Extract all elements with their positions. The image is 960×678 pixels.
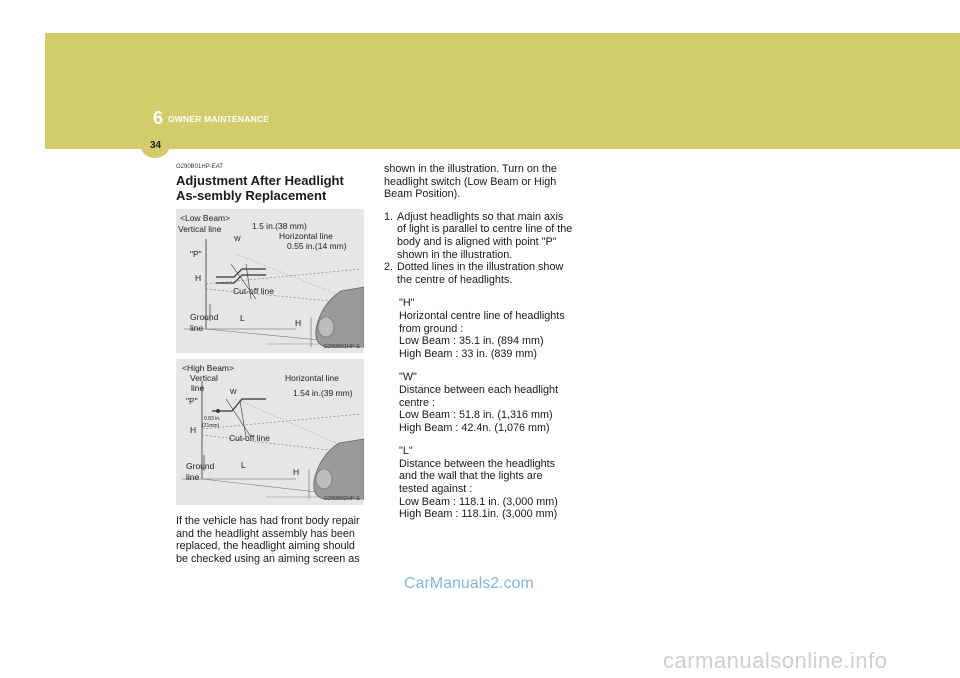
definition-desc: Distance between the headlights and the wall that the lights are tested against : <box>399 457 556 496</box>
page-number: 34 <box>150 140 162 151</box>
definition-high: High Beam : 42.4n. (1,076 mm) <box>399 421 550 434</box>
list-item <box>384 211 574 261</box>
dim-right-label: 0.55 in.(14 mm) <box>287 241 347 251</box>
dim-small-1: 0.83 in. <box>204 416 221 422</box>
h-left-label: H <box>195 273 202 283</box>
vertical-label-2: line <box>191 383 205 393</box>
list-text: Adjust headlights so that main axis of light is parallel to centre line of the body and is aligned with point "P" shown in the illustration. <box>397 210 573 261</box>
figure-code: G290B02HP-E <box>323 496 360 502</box>
high-beam-figure <box>176 359 364 505</box>
section-code: G290B01HP-EAT <box>176 164 223 170</box>
definition-low: Low Beam : 35.1 in. (894 mm) <box>399 335 544 348</box>
chapter-number: 6 <box>153 108 164 128</box>
cutoff-label: Cut-off line <box>229 433 270 443</box>
low-beam-figure <box>176 209 364 353</box>
footer-watermark: carmanualsonline.info <box>663 648 888 673</box>
list-number: 2. <box>384 261 394 274</box>
right-column <box>384 163 574 521</box>
dim-right-label: 1.54 in.(39 mm) <box>293 388 353 398</box>
definition-high: High Beam : 118.1in. (3,000 mm) <box>399 508 558 521</box>
w-label: W <box>234 236 241 243</box>
l-label: L <box>240 313 245 323</box>
list-item <box>384 261 574 286</box>
ground-label-2: line <box>190 323 204 333</box>
left-body-text: If the vehicle has had front body repair and the headlight assembly has been replaced, the headlight aiming should be checked using an aiming screen as <box>176 515 360 565</box>
dim-small-2: (21mm) <box>202 423 220 429</box>
l-label: L <box>241 460 246 470</box>
definition-key: "L" <box>399 445 413 458</box>
p-label: "P" <box>190 249 202 259</box>
definition-desc: Distance between each headlight centre : <box>399 383 559 409</box>
definition-key: "H" <box>399 297 415 310</box>
header-band <box>45 33 960 149</box>
intro-text: shown in the illustration. Turn on the headlight switch (Low Beam or High Beam Position). <box>384 163 557 201</box>
h-right-label: H <box>293 467 300 477</box>
definition-high: High Beam : 33 in. (839 mm) <box>399 347 538 360</box>
cutoff-label: Cut-off line <box>233 286 274 296</box>
section-title: Adjustment After Headlight As-sembly Replacement <box>176 173 344 203</box>
vertical-line-label: Vertical line <box>178 224 222 234</box>
ground-label-1: Ground <box>190 312 219 322</box>
ground-label-1: Ground <box>186 461 215 471</box>
dim-top-label: 1.5 in.(38 mm) <box>252 221 307 231</box>
horizontal-line-label: Horizontal line <box>279 231 333 241</box>
definition-w <box>399 371 574 434</box>
definition-low: Low Beam : 118.1 in. (3,000 mm) <box>399 495 558 508</box>
h-left-label: H <box>190 425 197 435</box>
h-right-label: H <box>295 318 302 328</box>
left-column <box>176 164 366 576</box>
high-beam-heading: <High Beam> <box>182 363 234 373</box>
definition-h <box>399 297 574 360</box>
list-number: 1. <box>384 210 394 223</box>
vertical-label-1: Vertical <box>190 373 218 383</box>
w-label: W <box>230 389 237 396</box>
definition-desc: Horizontal centre line of headlights from ground : <box>399 309 565 335</box>
horizontal-line-label: Horizontal line <box>285 373 339 383</box>
figure-code: G290B01HP-E <box>323 344 360 350</box>
low-beam-heading: <Low Beam> <box>180 213 231 223</box>
list-text: Dotted lines in the illustration show the centre of headlights. <box>397 261 564 286</box>
definition-key: "W" <box>399 371 417 384</box>
ground-label-2: line <box>186 472 200 482</box>
definition-l <box>399 445 574 521</box>
p-label: "P" <box>186 396 198 406</box>
watermark-link[interactable]: CarManuals2.com <box>404 575 534 592</box>
chapter-title: OWNER MAINTENANCE <box>168 114 270 124</box>
definition-low: Low Beam : 51.8 in. (1,316 mm) <box>399 409 553 422</box>
